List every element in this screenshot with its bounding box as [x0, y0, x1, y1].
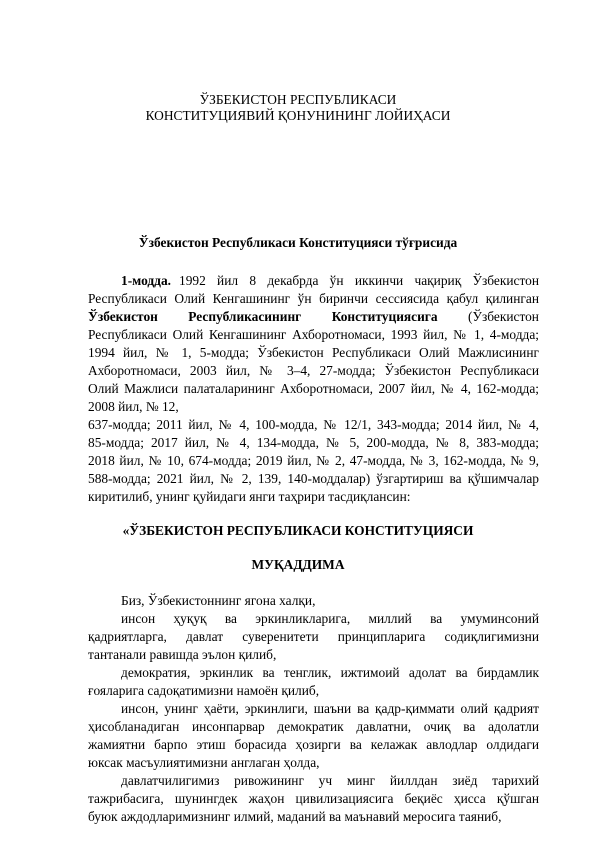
- header-line-2: КОНСТИТУЦИЯВИЙ ҚОНУНИНИНГ ЛОЙИҲАСИ: [145, 108, 451, 123]
- preamble-line-9: жамиятни барпо этиш борасида ҳозирги ва келажак авлодлар олдидаги: [88, 737, 539, 752]
- preamble-line-10: юксак масъулиятимизни англаган ҳолда,: [88, 755, 320, 770]
- article1-line-3: [88, 308, 539, 326]
- preamble-line-8: ҳисобланадиган инсонпарвар демократик давлатни, очиқ ва адолатли: [88, 719, 539, 734]
- preamble-line-3: қадриятларга, давлат суверенитети принципларига содиқлигимизни: [88, 629, 539, 644]
- preamble-line-4: тантанали равишда эълон қилиб,: [88, 647, 277, 662]
- article1-line-7: Олий Мажлиси палаталарининг Ахборотномаси, 2007 йил, № 4, 162-модда;: [88, 381, 539, 396]
- article1-line-4: Республикаси Олий Кенгашининг Ахборотномаси, 1993 йил, № 1, 4-модда;: [88, 327, 539, 342]
- article-label: 1-модда.: [121, 273, 171, 288]
- preamble-line-6: ғояларига садоқатимизни намоён қилиб,: [88, 683, 320, 698]
- preamble-line-2: инсон ҳуқуқ ва эркинликларига, миллий ва умуминсоний: [121, 611, 539, 626]
- article1-line-2: Республикаси Олий Кенгашининг ўн биринчи сессиясида қабул қилинган: [88, 291, 539, 306]
- preamble-title: МУҚАДДИМА: [251, 557, 345, 572]
- article1-line-6: Ахборотномаси, 2003 йил, № 3–4, 27-модда; Ўзбекистон Республикаси: [88, 363, 539, 378]
- article1-line-1-text: 1992 йил 8 декабрда ўн иккинчи чақириқ Ўзбекистон: [179, 273, 539, 288]
- article1-line-12: 588-модда; 2021 йил, № 2, 139, 140-моддалар) ўзгартириш ва қўшимчалар: [88, 471, 539, 486]
- article1-line-5: 1994 йил, № 1, 5-модда; Ўзбекистон Республикаси Олий Мажлисининг: [88, 345, 539, 360]
- law-title: Ўзбекистон Республикаси Конституцияси тўғрисида: [138, 235, 458, 250]
- preamble-line-12: тажрибасига, шунингдек жаҳон цивилизациясига беқиёс ҳисса қўшган: [88, 791, 539, 806]
- article1-term-2: Республикасининг: [188, 309, 302, 324]
- header-line-1: ЎЗБЕКИСТОН РЕСПУБЛИКАСИ: [199, 92, 397, 107]
- preamble-line-11: давлатчилигимиз ривожининг уч минг йиллдан зиёд тарихий: [121, 773, 539, 788]
- preamble-line-7: инсон, унинг ҳаёти, эркинлиги, шаъни ва қадр-қиммати олий қадрият: [121, 701, 539, 716]
- article1-line-1: [121, 272, 539, 290]
- article1-term-4: (Ўзбекистон: [468, 309, 539, 324]
- article1-line-8: 2008 йил, № 12,: [88, 399, 179, 414]
- preamble-line-5: демократия, эркинлик ва тенглик, ижтимоий адолат ва бирдамлик: [121, 665, 539, 680]
- constitution-title: «ЎЗБЕКИСТОН РЕСПУБЛИКАСИ КОНСТИТУЦИЯСИ: [122, 523, 474, 538]
- article1-term-1: Ўзбекистон: [88, 309, 158, 324]
- article1-term-3: Конституциясига: [331, 309, 438, 324]
- article1-line-11: 2018 йил, № 10, 674-модда; 2019 йил, № 2, 47-модда, № 3, 162-модда, № 9,: [88, 453, 539, 468]
- article1-line-13: киритилиб, унинг қуйидаги янги таҳрири тасдиқлансин:: [88, 489, 411, 504]
- preamble-line-1: Биз, Ўзбекистоннинг ягона халқи,: [121, 593, 316, 608]
- preamble-line-13: буюк аждодларимизнинг илмий, маданий ва маънавий меросига таяниб,: [88, 809, 502, 824]
- article1-line-9: 637-модда; 2011 йил, № 4, 100-модда, № 12/1, 343-модда; 2014 йил, № 4,: [88, 417, 539, 432]
- article1-line-10: 85-модда; 2017 йил, № 4, 134-модда, № 5, 200-модда, № 8, 383-модда;: [88, 435, 539, 450]
